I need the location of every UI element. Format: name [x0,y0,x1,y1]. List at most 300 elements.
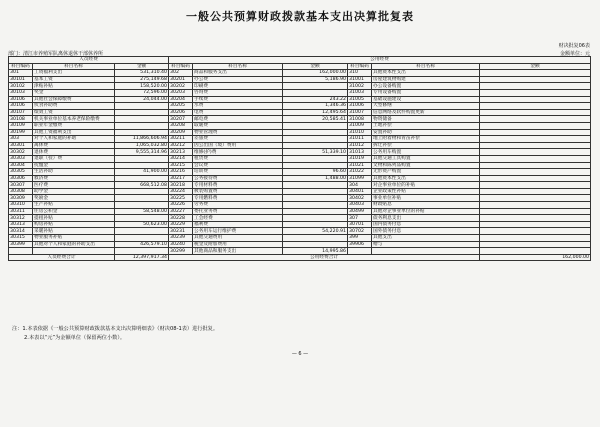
personnel-amount-cell [115,116,169,123]
public-amount-cell [480,96,591,103]
public-name-cell: 公务用车购置 [372,149,480,156]
public-code-cell: 30218 [169,182,193,189]
public-code-cell: 31002 [348,83,372,90]
public-amount-cell: 51,339.10 [283,149,348,156]
public-amount-cell [283,241,348,248]
personnel-total-label: 人员经费合计 [9,254,115,261]
personnel-code-cell: 30310 [9,202,33,209]
note-1: 注：1.本表依据《一般公共预算财政拨款基本支出决算明细表》（财决08-1表）进行批复。 [12,326,219,332]
table-row [9,149,591,156]
personnel-code-cell: 30101 [9,76,33,83]
public-code-cell: 31099 [348,175,372,182]
personnel-code-cell: 30307 [9,182,33,189]
public-name-cell: 其他商品和服务支出 [193,248,283,255]
public-name-cell: 取暖费 [193,122,283,129]
public-amount-cell [283,215,348,222]
public-group-header: 公用经费 [169,57,591,64]
public-name-cell: 工会经费 [193,215,283,222]
table-row [9,228,591,235]
personnel-code-cell: 30199 [9,129,33,136]
public-name-cell: 其他资本性支出 [372,70,480,77]
table-row [9,248,591,255]
public-name-cell: 差旅费 [193,136,283,143]
personnel-name-cell: 绩效工资 [33,109,115,116]
public-amount-cell [480,248,591,255]
public-code-cell: 30229 [169,221,193,228]
public-amount-cell [480,83,591,90]
public-name-cell: 其他交通费用 [193,235,283,242]
personnel-code-cell: 30102 [9,83,33,90]
public-name-cell: 物资储备 [372,116,480,123]
table-row [9,162,591,169]
column-header-code: 科目编码 [348,63,372,70]
column-header-code: 科目编码 [9,63,33,70]
table-row [9,142,591,149]
public-code-cell: 30702 [348,228,372,235]
public-name-cell: 咨询费 [193,89,283,96]
public-name-cell: 公务用车运行维护费 [193,228,283,235]
public-name-cell: 房屋建筑物购建 [372,76,480,83]
public-code-cell: 30206 [169,109,193,116]
public-name-cell: 水费 [193,103,283,110]
page-title: 一般公共预算财政拨款基本支出决算批复表 [186,10,414,23]
public-amount-cell [283,195,348,202]
public-name-cell [372,248,480,255]
public-code-cell: 30401 [348,188,372,195]
public-code-cell: 30212 [169,142,193,149]
personnel-name-cell [33,248,115,255]
personnel-code-cell: 30107 [9,109,33,116]
column-header-name: 科目名称 [33,63,115,70]
personnel-amount-cell [115,175,169,182]
public-code-cell: 31011 [348,136,372,143]
personnel-amount-cell: 426,579.10 [115,241,169,248]
public-code-cell: 31012 [348,142,372,149]
personnel-name-cell: 基本工资 [33,76,115,83]
personnel-amount-cell: 158,520.00 [115,83,169,90]
public-amount-cell [283,122,348,129]
personnel-amount-cell: 41,900.00 [115,169,169,176]
public-amount-cell [480,142,591,149]
public-amount-cell [283,208,348,215]
public-amount-cell [480,70,591,77]
personnel-amount-cell [115,103,169,110]
public-amount-cell [283,188,348,195]
public-code-cell: 30204 [169,96,193,103]
personnel-amount-cell [115,215,169,222]
personnel-name-cell: 伙食补助费 [33,103,115,110]
public-code-cell: 30224 [169,188,193,195]
public-code-cell: 30231 [169,228,193,235]
personnel-name-cell: 助学金 [33,188,115,195]
public-amount-cell: 54,220.91 [283,228,348,235]
public-code-cell: 31010 [348,129,372,136]
personnel-name-cell: 其他工资福利支出 [33,129,115,136]
personnel-amount-cell [115,188,169,195]
public-code-cell: 31008 [348,116,372,123]
public-amount-cell [283,155,348,162]
public-amount-cell: 12,495.64 [283,109,348,116]
public-code-cell: 39906 [348,241,372,248]
personnel-code-cell: 30312 [9,215,33,222]
public-code-cell: 30201 [169,76,193,83]
public-amount-cell [283,89,348,96]
public-code-cell: 30226 [169,202,193,209]
personnel-name-cell: 住房公积金 [33,208,115,215]
public-code-cell: 310 [348,70,372,77]
personnel-amount-cell: 9,555,314.96 [115,149,169,156]
public-name-cell: 文物和陈列品购置 [372,162,480,169]
public-amount-cell [480,235,591,242]
personnel-code-cell: 30108 [9,116,33,123]
table-row [9,169,591,176]
public-name-cell: 信息网络及软件购置更新 [372,109,480,116]
column-header-amount: 金额 [480,63,591,70]
table-row [9,116,591,123]
personnel-code-cell: 30399 [9,241,33,248]
personnel-name-cell: 奖金 [33,89,115,96]
public-amount-cell: 96.60 [283,169,348,176]
public-code-cell: 31003 [348,89,372,96]
public-code-cell: 30215 [169,162,193,169]
public-code-cell: 30402 [348,195,372,202]
column-header-code: 科目编码 [169,63,193,70]
table-row [9,83,591,90]
public-total-value: 162,000.00 [480,254,591,261]
public-amount-cell [480,136,591,143]
public-amount-cell [480,103,591,110]
public-name-cell: 国内债务付息 [372,221,480,228]
public-amount-cell [283,129,348,136]
table-row [9,136,591,143]
table-row [9,155,591,162]
table-row [9,241,591,248]
personnel-name-cell: 职业年金缴费 [33,122,115,129]
personnel-code-cell: 30314 [9,228,33,235]
personnel-amount-cell [115,129,169,136]
personnel-code-cell: 303 [9,136,33,143]
public-name-cell: 印刷费 [193,83,283,90]
public-name-cell: 公务接待费 [193,175,283,182]
personnel-code-cell: 30305 [9,169,33,176]
public-code-cell: 399 [348,235,372,242]
public-amount-cell [283,136,348,143]
personnel-code-cell: 30301 [9,142,33,149]
personnel-name-cell: 退休费 [33,149,115,156]
personnel-code-cell: 30303 [9,155,33,162]
public-amount-cell [480,188,591,195]
unit-label: 金额单位：元 [559,51,590,57]
public-code-cell: 30216 [169,169,193,176]
public-amount-cell [480,182,591,189]
public-name-cell: 办公设备购置 [372,83,480,90]
public-amount-cell [480,116,591,123]
public-amount-cell [283,235,348,242]
table-row [9,188,591,195]
personnel-code-cell: 30103 [9,89,33,96]
public-amount-cell [283,221,348,228]
table-row [9,96,591,103]
public-amount-cell [480,149,591,156]
public-name-cell: 被装购置费 [193,188,283,195]
public-name-cell: 无形资产购置 [372,169,480,176]
public-code-cell: 30205 [169,103,193,110]
column-header-name: 科目名称 [372,63,480,70]
personnel-code-cell: 30315 [9,235,33,242]
public-amount-cell [480,208,591,215]
personnel-code-cell: 30302 [9,149,33,156]
public-code-cell: 30225 [169,195,193,202]
public-code-cell: 31021 [348,162,372,169]
column-header-amount: 金额 [115,63,169,70]
personnel-amount-cell: 1,065,032.80 [115,142,169,149]
public-name-cell: 其他资本性支出 [372,175,480,182]
personnel-code-cell: 30313 [9,221,33,228]
public-code-cell: 30202 [169,83,193,90]
personnel-group-header: 人员经费 [9,57,169,64]
personnel-total-value: 12,397,917.34 [115,254,169,261]
public-name-cell: 对企事业单位的补贴 [372,182,480,189]
public-code-cell: 302 [169,70,193,77]
personnel-amount-cell [115,248,169,255]
public-name-cell: 商品和服务支出 [193,70,283,77]
personnel-code-cell: 30304 [9,162,33,169]
table-row [9,122,591,129]
public-name-cell: 财政贴息 [372,202,480,209]
public-name-cell: 福利费 [193,221,283,228]
public-amount-cell: 162,000.00 [283,70,348,77]
table-row [9,175,591,182]
table-row [9,202,591,209]
public-name-cell: 事业单位补贴 [372,195,480,202]
public-name-cell: 培训费 [193,169,283,176]
public-name-cell: 赠与 [372,241,480,248]
public-amount-cell: 243.22 [283,96,348,103]
personnel-name-cell: 津贴补贴 [33,83,115,90]
public-total-label: 公用经费合计 [169,254,480,261]
public-name-cell: 安置补助 [372,129,480,136]
personnel-amount-cell: 275,149.68 [115,76,169,83]
personnel-name-cell: 工资福利支出 [33,70,115,77]
public-amount-cell [480,215,591,222]
personnel-amount-cell [115,195,169,202]
public-name-cell: 租赁费 [193,155,283,162]
column-header-name: 科目名称 [193,63,283,70]
public-code-cell: 30208 [169,122,193,129]
public-amount-cell [283,83,348,90]
public-code-cell: 30499 [348,208,372,215]
public-code-cell: 307 [348,215,372,222]
table-row [9,195,591,202]
personnel-amount-cell [115,122,169,129]
personnel-name-cell: 提租补贴 [33,215,115,222]
public-amount-cell [283,142,348,149]
expenditure-table [8,56,591,261]
personnel-amount-cell: 58,548.00 [115,208,169,215]
personnel-name-cell: 物业服务补贴 [33,235,115,242]
public-code-cell: 30203 [169,89,193,96]
public-code-cell: 31013 [348,149,372,156]
personnel-amount-cell [115,202,169,209]
personnel-amount-cell: 668,512.08 [115,182,169,189]
personnel-amount-cell: 531,310.40 [115,70,169,77]
public-amount-cell: 1,488.00 [283,175,348,182]
public-name-cell: 其他对企事业单位的补贴 [372,208,480,215]
personnel-name-cell: 其他对个人和家庭的补助支出 [33,241,115,248]
public-amount-cell [283,162,348,169]
public-code-cell: 31006 [348,103,372,110]
personnel-name-cell: 奖励金 [33,195,115,202]
personnel-amount-cell [115,155,169,162]
public-code-cell: 31007 [348,109,372,116]
table-row [9,221,591,228]
personnel-name-cell: 机关事业单位基本养老保险缴费 [33,116,115,123]
personnel-amount-cell: 72,596.00 [115,89,169,96]
public-code-cell: 31005 [348,96,372,103]
personnel-code-cell: 30109 [9,122,33,129]
public-name-cell: 税金及附加费用 [193,241,283,248]
personnel-name-cell: 生产补贴 [33,202,115,209]
public-amount-cell [480,155,591,162]
public-name-cell: 劳务费 [193,202,283,209]
personnel-code-cell: 30106 [9,103,33,110]
personnel-code-cell: 301 [9,70,33,77]
personnel-name-cell: 其他社会保障缴费 [33,96,115,103]
table-row [9,103,591,110]
public-code-cell: 30403 [348,202,372,209]
personnel-amount-cell [115,235,169,242]
personnel-name-cell: 抚恤金 [33,162,115,169]
public-name-cell: 地上附着物和青苗补偿 [372,136,480,143]
department-label: 部门：清江市养殖军队离休退休干部休养所 [8,51,104,57]
public-code-cell: 30239 [169,235,193,242]
public-code-cell [348,248,372,255]
public-amount-cell [480,129,591,136]
personnel-amount-cell [115,109,169,116]
public-amount-cell [480,175,591,182]
public-name-cell: 电费 [193,109,283,116]
personnel-code-cell [9,248,33,255]
table-row [9,89,591,96]
table-row [9,109,591,116]
public-amount-cell [480,162,591,169]
personnel-name-cell: 救济费 [33,175,115,182]
personnel-name-cell: 生活补助 [33,169,115,176]
personnel-amount-cell [115,228,169,235]
public-code-cell: 31001 [348,76,372,83]
table-row [9,70,591,77]
public-name-cell: 其他支出 [372,235,480,242]
public-code-cell: 30228 [169,215,193,222]
public-amount-cell: 14,995.86 [283,248,348,255]
public-name-cell: 其他交通工具购置 [372,155,480,162]
personnel-code-cell: 30306 [9,175,33,182]
table-row [9,215,591,222]
public-code-cell: 30299 [169,248,193,255]
form-code: 财决批复06表 [558,43,590,49]
public-amount-cell [480,89,591,96]
public-amount-cell [480,76,591,83]
public-name-cell: 会议费 [193,162,283,169]
personnel-name-cell: 采暖补贴 [33,228,115,235]
public-amount-cell [283,202,348,209]
public-amount-cell [283,182,348,189]
public-name-cell: 委托业务费 [193,208,283,215]
public-name-cell: 维修(护)费 [193,149,283,156]
public-amount-cell [480,169,591,176]
personnel-name-cell: 离休费 [33,142,115,149]
personnel-amount-cell: 11,866,606.94 [115,136,169,143]
public-code-cell: 30217 [169,175,193,182]
table-row [9,76,591,83]
public-amount-cell [480,195,591,202]
public-name-cell: 办公费 [193,76,283,83]
personnel-amount-cell: 24,044.00 [115,96,169,103]
public-code-cell: 31022 [348,169,372,176]
personnel-name-cell: 对个人和家庭的补助 [33,136,115,143]
column-header-amount: 金额 [283,63,348,70]
table-row [9,208,591,215]
public-name-cell: 债务利息支出 [372,215,480,222]
public-amount-cell: 5,186.90 [283,76,348,83]
public-amount-cell: 20,585.41 [283,116,348,123]
public-code-cell: 304 [348,182,372,189]
personnel-code-cell: 30309 [9,195,33,202]
public-amount-cell [480,122,591,129]
public-name-cell: 基础设施建设 [372,96,480,103]
table-row [9,182,591,189]
public-name-cell: 国外债务付息 [372,228,480,235]
public-code-cell: 30214 [169,155,193,162]
public-amount-cell: 1,346.36 [283,103,348,110]
personnel-amount-cell: 50,623.00 [115,221,169,228]
public-name-cell: 土地补偿 [372,122,480,129]
personnel-code-cell: 30308 [9,188,33,195]
personnel-name-cell: 医疗费 [33,182,115,189]
public-code-cell: 30701 [348,221,372,228]
public-name-cell: 物业管理费 [193,129,283,136]
public-name-cell: 专用燃料费 [193,195,283,202]
table-row [9,235,591,242]
public-name-cell: 手续费 [193,96,283,103]
page-number: — 6 — [291,351,309,357]
public-code-cell: 30227 [169,208,193,215]
public-name-cell: 大型修缮 [372,103,480,110]
personnel-name-cell: 购房补贴 [33,221,115,228]
public-code-cell: 30240 [169,241,193,248]
public-name-cell: 专用设备购置 [372,89,480,96]
public-name-cell: 拆迁补偿 [372,142,480,149]
public-code-cell: 31009 [348,122,372,129]
personnel-amount-cell [115,162,169,169]
public-amount-cell [480,228,591,235]
public-name-cell: 企业政策性补贴 [372,188,480,195]
public-name-cell: 专用材料费 [193,182,283,189]
public-name-cell: 因公出国（境）费用 [193,142,283,149]
public-code-cell: 30213 [169,149,193,156]
public-code-cell: 31019 [348,155,372,162]
public-amount-cell [480,221,591,228]
personnel-code-cell: 30106 [9,96,33,103]
table-row [9,129,591,136]
personnel-code-cell: 30311 [9,208,33,215]
note-2: 2.本表以“元”为金额单位（保留两位小数）。 [24,335,126,341]
public-amount-cell [480,109,591,116]
public-amount-cell [480,202,591,209]
public-name-cell: 邮电费 [193,116,283,123]
public-amount-cell [480,241,591,248]
public-code-cell: 30207 [169,116,193,123]
